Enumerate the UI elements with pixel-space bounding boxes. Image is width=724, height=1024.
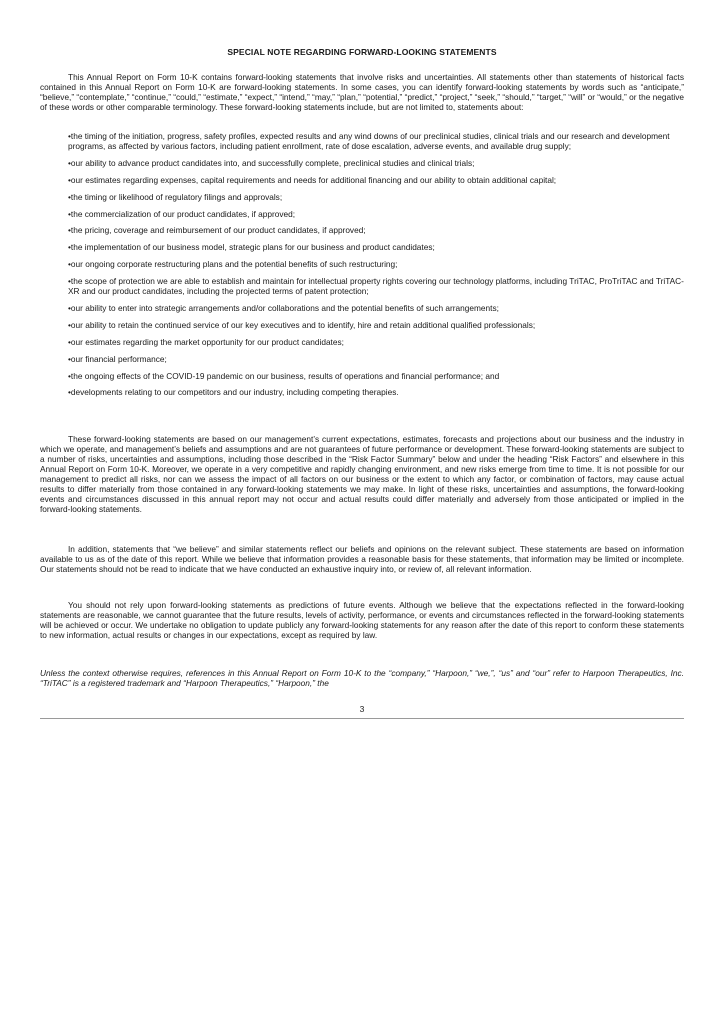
bullet-item: •the commercialization of our product candidates, if approved; [68,208,296,219]
bullet-item: •our ability to retain the continued service of our key executives and to identify, hire and retain additional qualified professionals; [68,319,536,330]
bullet-item: •our ability to advance product candidates into, and successfully complete, preclinical studies and clinical trials; [68,157,475,168]
page-number: 3 [359,704,365,714]
bullet-item: •our estimates regarding the market opportunity for our product candidates; [68,336,344,347]
bullet-list [68,131,684,404]
reliance-paragraph: You should not rely upon forward-looking statements as predictions of future events. Although we believe that the expectations reflected in the forward-looking statements are reasonable, we cannot guarantee that the future results, levels of activity, performance, or events and circumstances reflected in the forward-looking statements will be achieved or occur. We undertake no obligation to update publicly any forward-looking statements for any reason after the date of this report to conform these statements to new information, actual results or changes in our expectations, except as required by law. [40,600,684,640]
intro-paragraph: This Annual Report on Form 10-K contains forward-looking statements that involve risks and uncertainties. All statements other than statements of historical facts contained in this Annual Report on Form 10-K are forward-looking statements. In some cases, you can identify forward-looking statements by words such as “anticipate,” “believe,” “contemplate,” “continue,” “could,” “estimate,” “expect,” “intend,” “may,” “plan,” “potential,” “predict,” “project,” “seek,” “should,” “target,” “will” or “would,” or the negative of these words or other comparable terminology. These forward-looking statements include, but are not limited to, statements about: [40,72,684,112]
bullet-item: •our estimates regarding expenses, capital requirements and needs for additional financing and our ability to obtain additional capital; [68,174,557,185]
bullet-item: •developments relating to our competitors and our industry, including competing therapies. [68,387,399,398]
bullet-item: •the scope of protection we are able to establish and maintain for intellectual property rights covering our technology platforms, including TriTAC, ProTriTAC and TriTAC-XR and our product candidates, including the projected terms of patent protection; [68,276,684,297]
section-title: SPECIAL NOTE REGARDING FORWARD-LOOKING STATEMENTS [227,47,497,57]
definitions-paragraph: Unless the context otherwise requires, references in this Annual Report on Form 10-K to the “company,” “Harpoon,” “we,”, “us” and “our” refer to Harpoon Therapeutics, Inc. “TriTAC” is a registered trademark and “Harpoon Therapeutics,” “Harpoon,” the [40,668,684,688]
bullet-item: •the pricing, coverage and reimbursement of our product candidates, if approved; [68,225,366,236]
bullet-item: •our financial performance; [68,353,167,364]
bullet-item: •our ongoing corporate restructuring plans and the potential benefits of such restructuring; [68,259,398,270]
bullet-item: •the timing of the initiation, progress, safety profiles, expected results and any wind downs of our preclinical studies, clinical trials and our research and development programs, as affected by various factors, including patient enrollment, rate of dose escalation, adverse events, and available drug supply; [68,131,670,151]
bullet-item: •the timing or likelihood of regulatory filings and approvals; [68,191,283,202]
bullet-item: •the ongoing effects of the COVID-19 pandemic on our business, results of operations and financial performance; and [68,370,500,381]
footer-divider [40,718,684,719]
risks-paragraph: These forward-looking statements are based on our management’s current expectations, estimates, forecasts and projections about our business and the industry in which we operate, and management’s beliefs and assumptions and are not guarantees of future performance or development. These forward-looking statements are subject to a number of risks, uncertainties and assumptions, including those described in the “Risk Factor Summary” below and under the heading “Risk Factors” and elsewhere in this Annual Report on Form 10-K. Moreover, we operate in a very competitive and rapidly changing environment, and new risks emerge from time to time. It is not possible for our management to predict all risks, nor can we assess the impact of all factors on our business or the extent to which any factor, or combination of factors, may cause actual results to differ materially from those contained in any forward-looking statements we may make. In light of these risks, uncertainties and assumptions, the forward-looking events and circumstances discussed in this annual report may not occur and actual results could differ materially and adversely from those anticipated or implied in the forward-looking statements. [40,434,684,514]
beliefs-paragraph: In addition, statements that “we believe” and similar statements reflect our beliefs and opinions on the relevant subject. These statements are based on information available to us as of the date of this report. While we believe that information provides a reasonable basis for these statements, that information may be limited or incomplete. Our statements should not be read to indicate that we have conducted an exhaustive inquiry into, or review of, all relevant information. [40,544,684,574]
bullet-item: •the implementation of our business model, strategic plans for our business and product candidates; [68,242,435,253]
bullet-item: •our ability to enter into strategic arrangements and/or collaborations and the potential benefits of such arrangements; [68,303,499,314]
